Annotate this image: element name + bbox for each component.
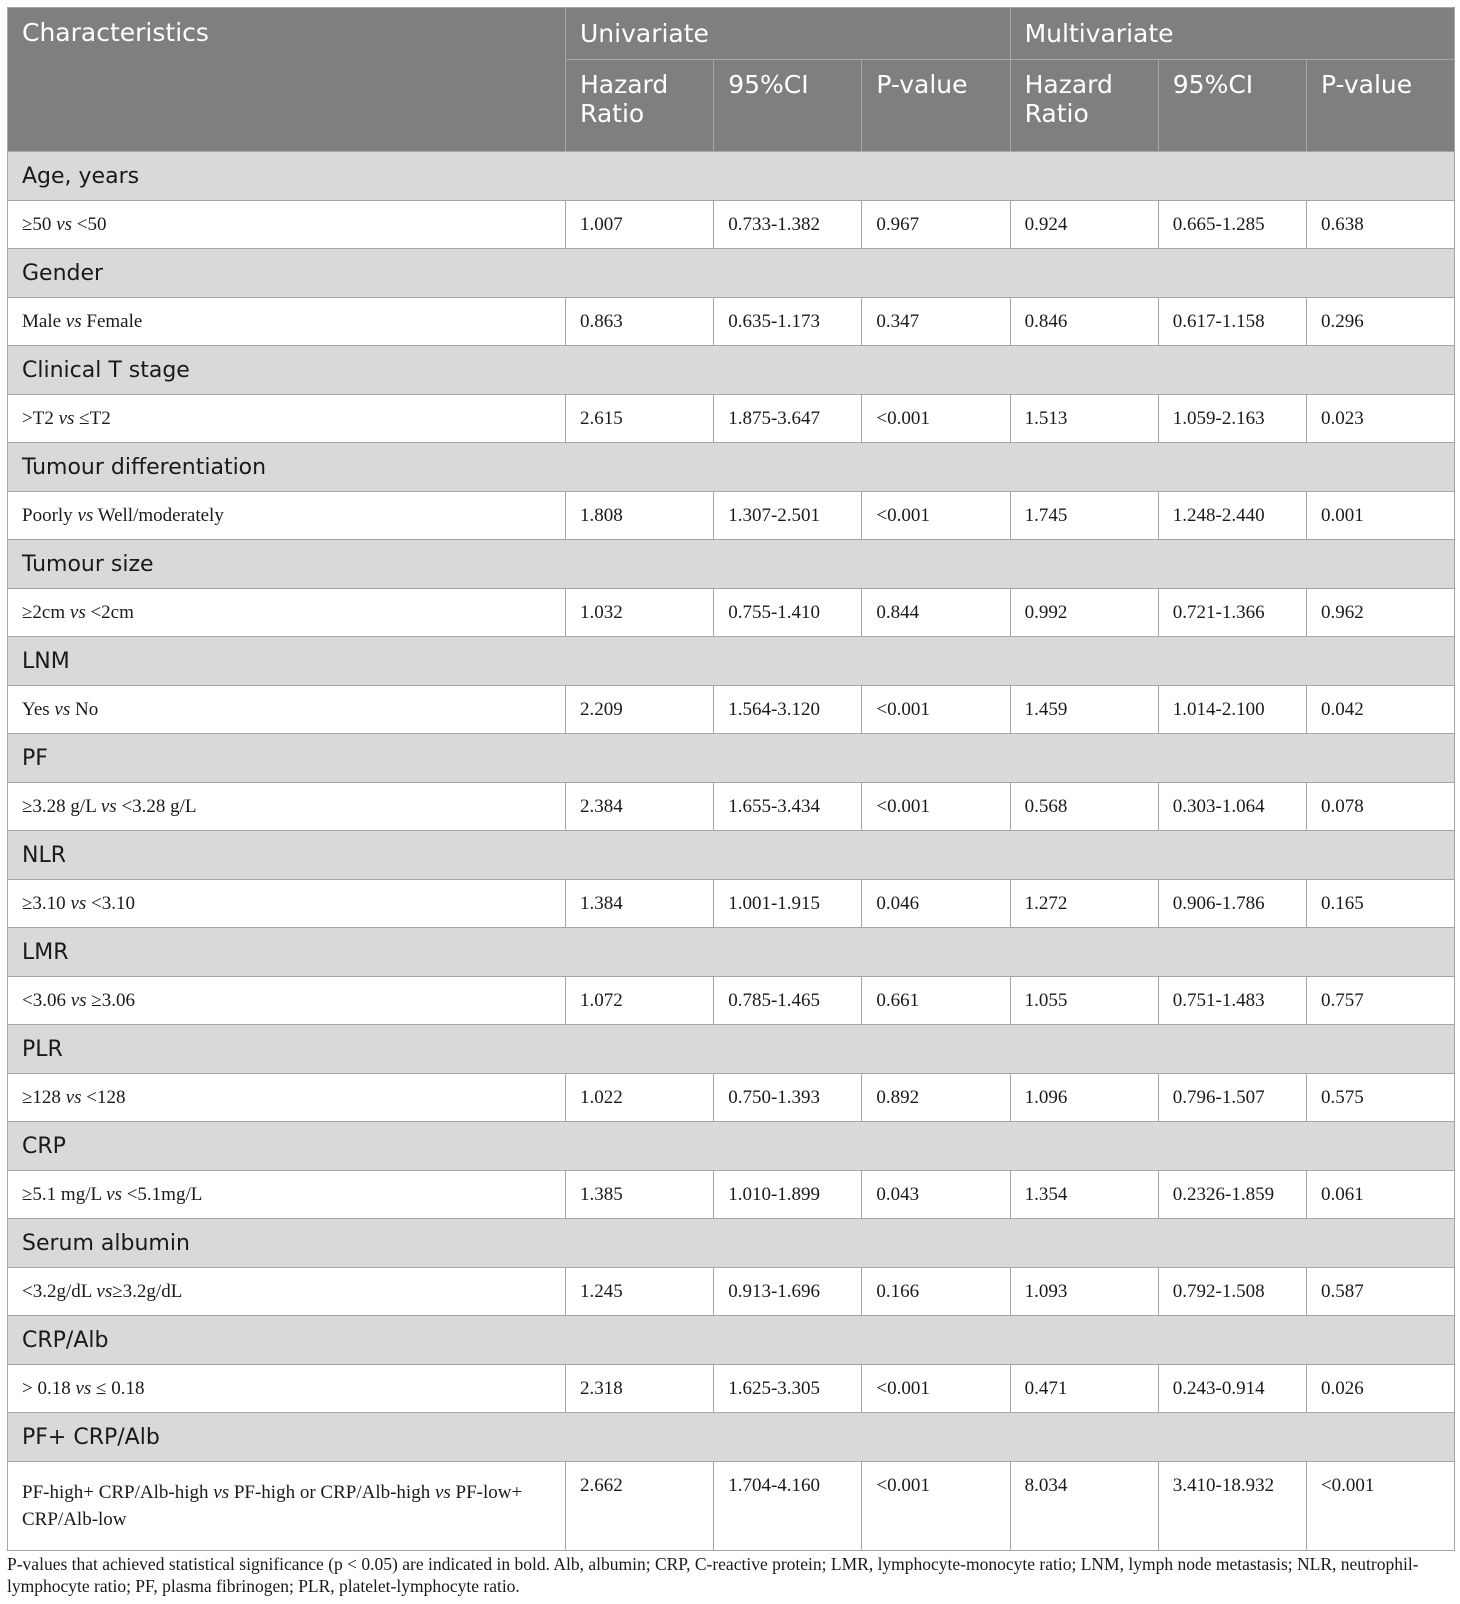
comparison-label	[8, 977, 566, 1025]
table-row	[8, 977, 1455, 1025]
comparison-text: Poorly	[22, 504, 78, 526]
univariate-p-cell: <0.001	[862, 783, 1010, 831]
multivariate-ci-cell: 0.792-1.508	[1158, 1268, 1306, 1316]
table-row	[8, 880, 1455, 928]
vs-label: vs	[70, 892, 87, 914]
univariate-hr-cell: 2.318	[566, 1365, 714, 1413]
vs-label: vs	[58, 407, 75, 429]
comparison-text: <3.10	[86, 892, 135, 914]
group-row	[8, 734, 1455, 783]
group-label: LMR	[8, 928, 1455, 977]
group-label: Clinical T stage	[8, 346, 1455, 395]
multivariate-hr-cell: 1.096	[1010, 1074, 1158, 1122]
multivariate-hr-header: Hazard Ratio	[1010, 60, 1158, 152]
multivariate-ci-cell: 1.014-2.100	[1158, 686, 1306, 734]
vs-label: vs	[100, 795, 117, 817]
univariate-p-cell: 0.661	[862, 977, 1010, 1025]
vs-label: vs	[65, 1086, 82, 1108]
univariate-hr-cell: 1.032	[566, 589, 714, 637]
comparison-text: ≥128	[22, 1086, 66, 1108]
comparison-text: <5.1mg/L	[121, 1183, 203, 1205]
comparison-label	[8, 1268, 566, 1316]
univariate-hr-cell: 1.245	[566, 1268, 714, 1316]
univariate-hr-cell: 0.863	[566, 298, 714, 346]
comparison-text: PF-high or CRP/Alb-high	[229, 1482, 435, 1503]
multivariate-ci-cell: 3.410-18.932	[1158, 1462, 1306, 1551]
comparison-text: No	[70, 698, 99, 720]
group-row	[8, 443, 1455, 492]
vs-label: vs	[77, 504, 94, 526]
comparison-text: <128	[81, 1086, 126, 1108]
univariate-ci-cell: 0.785-1.465	[714, 977, 862, 1025]
multivariate-ci-cell: 0.2326-1.859	[1158, 1171, 1306, 1219]
univariate-p-cell: <0.001	[862, 492, 1010, 540]
multivariate-p-cell: 0.638	[1306, 201, 1454, 249]
table-row	[8, 298, 1455, 346]
group-row	[8, 637, 1455, 686]
table-row	[8, 1171, 1455, 1219]
comparison-label	[8, 1074, 566, 1122]
multivariate-hr-cell: 1.513	[1010, 395, 1158, 443]
comparison-text: ≤T2	[74, 407, 111, 429]
comparison-text: ≥2cm	[22, 601, 70, 623]
group-label: Tumour differentiation	[8, 443, 1455, 492]
vs-label: vs	[54, 698, 71, 720]
table-row	[8, 1268, 1455, 1316]
multivariate-p-cell: 0.026	[1306, 1365, 1454, 1413]
univariate-ci-cell: 1.625-3.305	[714, 1365, 862, 1413]
comparison-text: >T2	[22, 407, 59, 429]
univariate-ci-cell: 0.755-1.410	[714, 589, 862, 637]
characteristics-header: Characteristics	[8, 8, 566, 152]
multivariate-p-cell: 0.001	[1306, 492, 1454, 540]
multivariate-hr-cell: 0.846	[1010, 298, 1158, 346]
multivariate-p-cell: 0.962	[1306, 589, 1454, 637]
comparison-label	[8, 686, 566, 734]
multivariate-hr-cell: 1.055	[1010, 977, 1158, 1025]
multivariate-ci-cell: 0.751-1.483	[1158, 977, 1306, 1025]
table-row	[8, 492, 1455, 540]
comparison-text: <2cm	[85, 601, 134, 623]
group-row	[8, 1316, 1455, 1365]
univariate-hr-cell: 2.384	[566, 783, 714, 831]
multivariate-p-cell: 0.165	[1306, 880, 1454, 928]
multivariate-ci-cell: 0.796-1.507	[1158, 1074, 1306, 1122]
vs-label: vs	[69, 601, 86, 623]
group-label: PF	[8, 734, 1455, 783]
univariate-p-cell: 0.166	[862, 1268, 1010, 1316]
table-header	[8, 8, 1455, 152]
univariate-p-cell: <0.001	[862, 1365, 1010, 1413]
vs-label: vs	[56, 213, 73, 235]
univariate-hr-header: Hazard Ratio	[566, 60, 714, 152]
univariate-p-cell: <0.001	[862, 686, 1010, 734]
table-row	[8, 201, 1455, 249]
multivariate-hr-cell: 0.471	[1010, 1365, 1158, 1413]
comparison-label	[8, 1365, 566, 1413]
multivariate-p-header: P-value	[1306, 60, 1454, 152]
univariate-p-cell: 0.347	[862, 298, 1010, 346]
vs-label: vs	[96, 1280, 113, 1302]
vs-label: vs	[70, 989, 87, 1011]
multivariate-hr-cell: 1.459	[1010, 686, 1158, 734]
univariate-p-header: P-value	[862, 60, 1010, 152]
multivariate-ci-cell: 0.303-1.064	[1158, 783, 1306, 831]
comparison-text: PF-low+ CRP/Alb-low	[22, 1482, 523, 1530]
univariate-ci-header: 95%CI	[714, 60, 862, 152]
multivariate-ci-header: 95%CI	[1158, 60, 1306, 152]
comparison-label	[8, 492, 566, 540]
table-row	[8, 686, 1455, 734]
comparison-text: Male	[22, 310, 66, 332]
comparison-text: ≥5.1 mg/L	[22, 1183, 107, 1205]
group-row	[8, 1413, 1455, 1462]
univariate-ci-cell: 0.750-1.393	[714, 1074, 862, 1122]
multivariate-hr-cell: 0.924	[1010, 201, 1158, 249]
multivariate-p-cell: 0.575	[1306, 1074, 1454, 1122]
multivariate-ci-cell: 0.721-1.366	[1158, 589, 1306, 637]
comparison-label	[8, 1462, 566, 1551]
comparison-label	[8, 1171, 566, 1219]
group-label: Age, years	[8, 152, 1455, 201]
comparison-text: ≥3.28 g/L	[22, 795, 101, 817]
univariate-ci-cell: 0.913-1.696	[714, 1268, 862, 1316]
multivariate-header: Multivariate	[1010, 8, 1455, 60]
group-label: PF+ CRP/Alb	[8, 1413, 1455, 1462]
univariate-ci-cell: 1.704-4.160	[714, 1462, 862, 1551]
univariate-p-cell: <0.001	[862, 395, 1010, 443]
comparison-label	[8, 880, 566, 928]
table-body	[8, 152, 1455, 1551]
univariate-hr-cell: 2.662	[566, 1462, 714, 1551]
cox-regression-table	[7, 7, 1455, 1551]
univariate-hr-cell: 2.209	[566, 686, 714, 734]
multivariate-hr-cell: 1.354	[1010, 1171, 1158, 1219]
table-row	[8, 783, 1455, 831]
comparison-text: ≥3.06	[86, 989, 135, 1011]
comparison-text: ≥50	[22, 213, 57, 235]
table-row	[8, 395, 1455, 443]
multivariate-ci-cell: 0.243-0.914	[1158, 1365, 1306, 1413]
group-label: PLR	[8, 1025, 1455, 1074]
univariate-ci-cell: 0.733-1.382	[714, 201, 862, 249]
comparison-label	[8, 783, 566, 831]
vs-label: vs	[65, 310, 82, 332]
univariate-hr-cell: 1.385	[566, 1171, 714, 1219]
multivariate-p-cell: 0.042	[1306, 686, 1454, 734]
univariate-p-cell: 0.967	[862, 201, 1010, 249]
comparison-label	[8, 201, 566, 249]
univariate-hr-cell: 1.007	[566, 201, 714, 249]
multivariate-ci-cell: 1.248-2.440	[1158, 492, 1306, 540]
multivariate-p-cell: 0.078	[1306, 783, 1454, 831]
comparison-text: ≤ 0.18	[91, 1377, 145, 1399]
vs-label: vs	[213, 1482, 230, 1503]
table-footnote: P-values that achieved statistical significance (p < 0.05) are indicated in bold. Alb, albumin; CRP, C-reactive protein; LMR, lymphocyte-monocyte ratio; LNM, lymph node metastasis; NLR, neutrophil-lymphocyte ratio; PF, plasma fibrinogen; PLR, platelet-lymphocyte ratio.	[7, 1554, 1419, 1596]
univariate-hr-cell: 1.072	[566, 977, 714, 1025]
vs-label: vs	[434, 1482, 451, 1503]
group-row	[8, 1025, 1455, 1074]
comparison-text: ≥3.2g/dL	[112, 1280, 183, 1302]
comparison-text: Yes	[22, 698, 55, 720]
comparison-text: <3.28 g/L	[116, 795, 197, 817]
table-row	[8, 1462, 1455, 1551]
univariate-ci-cell: 1.307-2.501	[714, 492, 862, 540]
group-row	[8, 249, 1455, 298]
comparison-label	[8, 589, 566, 637]
group-label: Gender	[8, 249, 1455, 298]
univariate-ci-cell: 1.655-3.434	[714, 783, 862, 831]
group-row	[8, 540, 1455, 589]
univariate-hr-cell: 1.022	[566, 1074, 714, 1122]
multivariate-hr-cell: 8.034	[1010, 1462, 1158, 1551]
univariate-header: Univariate	[566, 8, 1011, 60]
multivariate-hr-cell: 0.992	[1010, 589, 1158, 637]
comparison-text: Well/moderately	[93, 504, 224, 526]
multivariate-p-cell: 0.296	[1306, 298, 1454, 346]
vs-label: vs	[75, 1377, 92, 1399]
group-label: CRP/Alb	[8, 1316, 1455, 1365]
group-row	[8, 928, 1455, 977]
vs-label: vs	[106, 1183, 122, 1205]
comparison-text: ≥3.10	[22, 892, 71, 914]
group-label: Tumour size	[8, 540, 1455, 589]
multivariate-hr-cell: 0.568	[1010, 783, 1158, 831]
group-label: LNM	[8, 637, 1455, 686]
group-row	[8, 346, 1455, 395]
group-label: Serum albumin	[8, 1219, 1455, 1268]
group-row	[8, 1122, 1455, 1171]
univariate-hr-cell: 2.615	[566, 395, 714, 443]
comparison-text: <3.2g/dL	[22, 1280, 97, 1302]
multivariate-ci-cell: 1.059-2.163	[1158, 395, 1306, 443]
comparison-text: <50	[72, 213, 107, 235]
multivariate-p-cell: 0.023	[1306, 395, 1454, 443]
univariate-ci-cell: 1.010-1.899	[714, 1171, 862, 1219]
multivariate-ci-cell: 0.617-1.158	[1158, 298, 1306, 346]
table-row	[8, 1365, 1455, 1413]
multivariate-hr-cell: 1.272	[1010, 880, 1158, 928]
multivariate-p-cell: 0.757	[1306, 977, 1454, 1025]
table-row	[8, 1074, 1455, 1122]
univariate-p-cell: 0.892	[862, 1074, 1010, 1122]
multivariate-hr-cell: 1.093	[1010, 1268, 1158, 1316]
group-label: NLR	[8, 831, 1455, 880]
results-table-wrapper	[7, 7, 1454, 1551]
table-row	[8, 589, 1455, 637]
univariate-p-cell: 0.046	[862, 880, 1010, 928]
multivariate-hr-cell: 1.745	[1010, 492, 1158, 540]
comparison-label	[8, 298, 566, 346]
multivariate-ci-cell: 0.906-1.786	[1158, 880, 1306, 928]
group-row	[8, 152, 1455, 201]
group-row	[8, 1219, 1455, 1268]
group-label: CRP	[8, 1122, 1455, 1171]
comparison-text: > 0.18	[22, 1377, 76, 1399]
multivariate-p-cell: <0.001	[1306, 1462, 1454, 1551]
univariate-ci-cell: 0.635-1.173	[714, 298, 862, 346]
univariate-p-cell: 0.043	[862, 1171, 1010, 1219]
univariate-ci-cell: 1.875-3.647	[714, 395, 862, 443]
multivariate-p-cell: 0.061	[1306, 1171, 1454, 1219]
univariate-hr-cell: 1.808	[566, 492, 714, 540]
multivariate-ci-cell: 0.665-1.285	[1158, 201, 1306, 249]
univariate-p-cell: <0.001	[862, 1462, 1010, 1551]
univariate-ci-cell: 1.564-3.120	[714, 686, 862, 734]
univariate-hr-cell: 1.384	[566, 880, 714, 928]
comparison-text: PF-high+ CRP/Alb-high	[22, 1482, 214, 1503]
multivariate-p-cell: 0.587	[1306, 1268, 1454, 1316]
comparison-text: Female	[81, 310, 143, 332]
univariate-ci-cell: 1.001-1.915	[714, 880, 862, 928]
group-row	[8, 831, 1455, 880]
univariate-p-cell: 0.844	[862, 589, 1010, 637]
comparison-text: <3.06	[22, 989, 71, 1011]
comparison-label	[8, 395, 566, 443]
